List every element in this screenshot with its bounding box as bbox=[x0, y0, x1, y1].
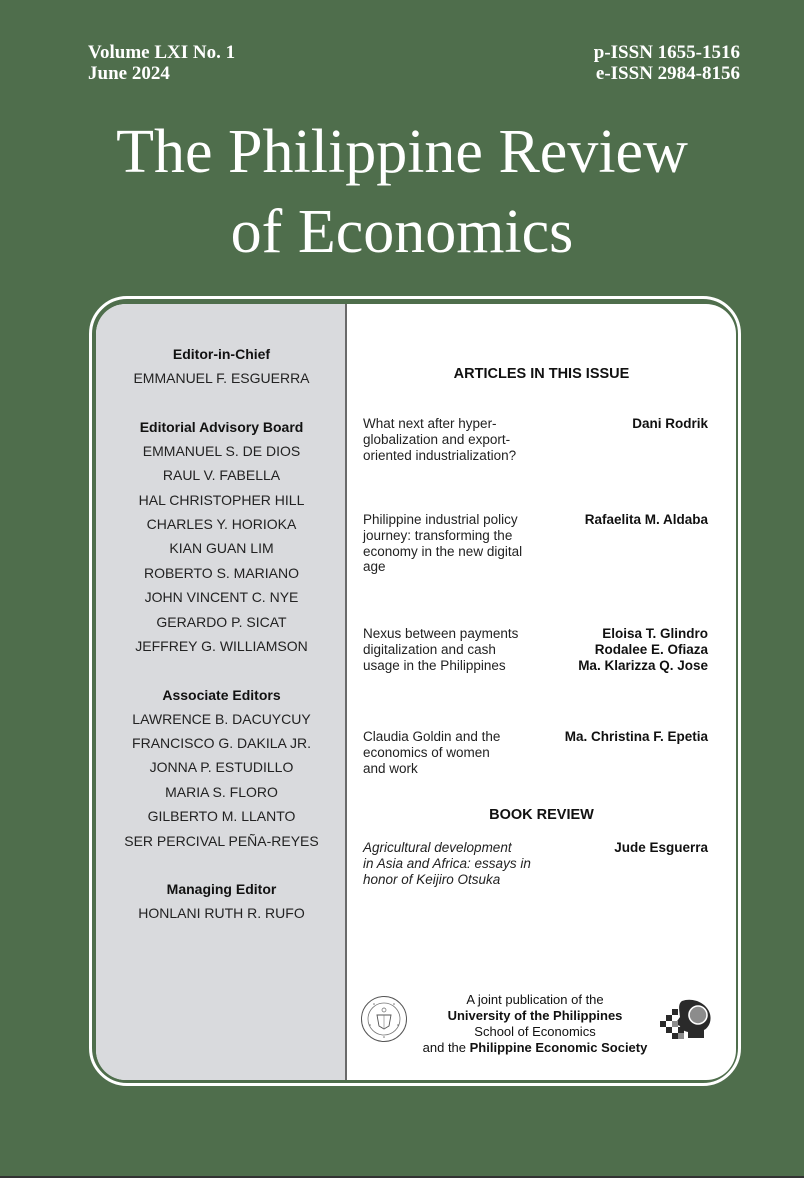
issn-info bbox=[594, 42, 740, 84]
electronic-issn: e-ISSN 2984-8156 bbox=[595, 63, 740, 84]
associate-editor: JONNA P. ESTUDILLO bbox=[149, 759, 294, 776]
advisory-member: JEFFREY G. WILLIAMSON bbox=[135, 637, 308, 654]
editor-in-chief-name: EMMANUEL F. ESGUERRA bbox=[133, 370, 310, 386]
article-authors: Rafaelita M. Aldaba bbox=[584, 512, 708, 527]
advisory-member: KIAN GUAN LIM bbox=[169, 540, 274, 557]
articles-heading: ARTICLES IN THIS ISSUE bbox=[453, 366, 630, 382]
article-title: Claudia Goldin and the economics of women and work bbox=[363, 729, 501, 776]
article-authors: Dani Rodrik bbox=[632, 416, 708, 431]
journal-title bbox=[0, 112, 804, 272]
article-title: Philippine industrial policy journey: transforming the economy in the new digital age bbox=[363, 512, 523, 575]
managing-editor-heading: Managing Editor bbox=[166, 881, 277, 898]
advisory-member: ROBERTO S. MARIANO bbox=[143, 564, 300, 581]
managing-editor-name: HONLANI RUTH R. RUFO bbox=[138, 905, 305, 922]
publisher-statement bbox=[407, 992, 663, 1056]
publisher-footer bbox=[347, 992, 736, 1062]
advisory-member: JOHN VINCENT C. NYE bbox=[144, 589, 299, 606]
article-authors: Eloisa T. Glindro Rodalee E. Ofiaza Ma. Klarizza Q. Jose bbox=[578, 626, 708, 673]
book-review-title: Agricultural development in Asia and Africa: essays in honor of Keijiro Otsuka bbox=[363, 840, 531, 887]
contents-panel bbox=[96, 304, 736, 1080]
publisher-line-3: School of Economics bbox=[474, 1024, 596, 1039]
book-review-author: Jude Esguerra bbox=[614, 840, 708, 855]
advisory-board-heading: Editorial Advisory Board bbox=[139, 418, 304, 435]
volume-info bbox=[88, 42, 235, 84]
pes-logo-icon bbox=[658, 998, 714, 1042]
advisory-member: GERARDO P. SICAT bbox=[156, 613, 287, 630]
associate-editors-heading: Associate Editors bbox=[162, 686, 281, 703]
article-title: What next after hyper- globalization and export- oriented industrialization? bbox=[363, 416, 517, 463]
associate-editor: MARIA S. FLORO bbox=[165, 783, 278, 800]
articles-column bbox=[347, 304, 736, 1080]
advisory-member: CHARLES Y. HORIOKA bbox=[146, 515, 297, 532]
editorial-board-column bbox=[96, 304, 347, 1080]
associate-editor: LAWRENCE B. DACUYCUY bbox=[132, 710, 311, 727]
article-title: Nexus between payments digitalization and cash usage in the Philippines bbox=[363, 626, 519, 673]
advisory-member: EMMANUEL S. DE DIOS bbox=[142, 442, 301, 459]
book-review-heading: BOOK REVIEW bbox=[489, 807, 594, 823]
volume-number: Volume LXI No. 1 bbox=[88, 42, 236, 63]
publisher-line-2: University of the Philippines bbox=[447, 1008, 623, 1023]
up-seal-icon bbox=[360, 995, 408, 1043]
advisory-member: RAUL V. FABELLA bbox=[162, 467, 281, 484]
journal-title-line-1: The Philippine Review bbox=[116, 118, 688, 186]
editor-in-chief-heading: Editor-in-Chief bbox=[172, 346, 271, 362]
publisher-line-4: and the Philippine Economic Society bbox=[422, 1040, 648, 1055]
associate-editor: GILBERTO M. LLANTO bbox=[147, 808, 296, 825]
associate-editor: SER PERCIVAL PEÑA-REYES bbox=[124, 832, 319, 849]
issue-date: June 2024 bbox=[88, 63, 170, 84]
advisory-member: HAL CHRISTOPHER HILL bbox=[138, 491, 305, 508]
article-authors: Ma. Christina F. Epetia bbox=[564, 729, 708, 744]
print-issn: p-ISSN 1655-1516 bbox=[593, 42, 740, 63]
journal-title-line-2: of Economics bbox=[230, 198, 574, 266]
associate-editor: FRANCISCO G. DAKILA JR. bbox=[132, 735, 311, 752]
publisher-line-1: A joint publication of the bbox=[466, 992, 604, 1007]
